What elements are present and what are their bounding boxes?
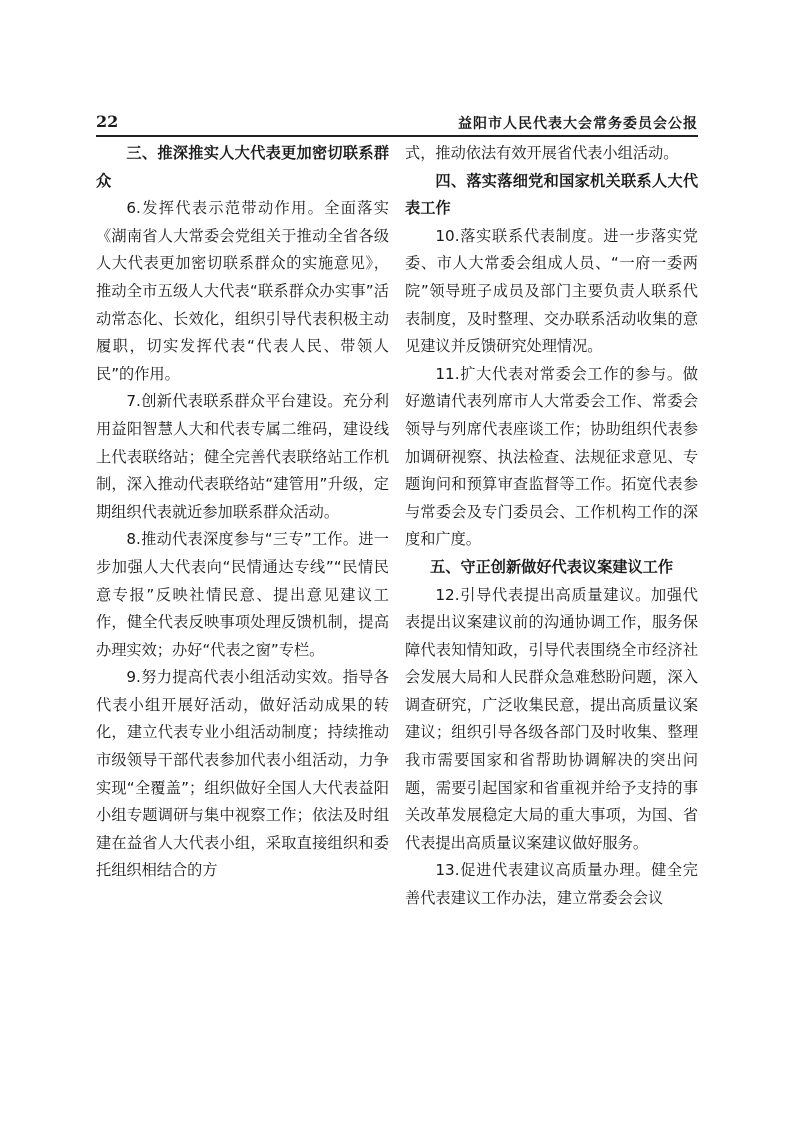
section-heading-3: 三、推深推实人大代表更加密切联系群众	[96, 144, 389, 190]
page-number: 22	[96, 112, 119, 131]
paragraph-10: 10.落实联系代表制度。进一步落实党委、市人大常委会组成人员、“一府一委两院”领导班子成员及部门主要负责人联系代表制度，及时整理、交办联系活动收集的意见建议并反馈研究处理情况。	[405, 226, 698, 356]
paragraph-9-continued: 式，推动依法有效开展省代表小组活动。	[405, 144, 679, 162]
header-rule	[96, 135, 698, 137]
paragraph-13: 13.促进代表建议高质量办理。健全完善代表建议工作办法，建立常委会会议	[405, 861, 698, 908]
paragraph-12: 12.引导代表提出高质量建议。加强代表提出议案建议前的沟通协调工作，服务保障代表知情知政，引导代表围绕全市经济社会发展大局和人民群众急难愁盼问题，深入调查研究，广泛收集民意，提出高质量议案建议；组织引导各级各部门及时收集、整理我市需要国家和省帮助协调解决的突出问题，需要引起国家和省重视并给予支持的事关改革发展稳定大局的重大事项，为国、省代表提出高质量议案建议做好服务。	[405, 585, 698, 852]
section-heading-5: 五、守正创新做好代表议案建议工作	[430, 557, 673, 576]
paragraph-7: 7.创新代表联系群众平台建设。充分利用益阳智慧人大和代表专属二维码，建设线上代表联络站；健全完善代表联络站工作机制，深入推动代表联络站“建管用”升级，定期组织代表就近参加联系群众活动。	[96, 392, 389, 521]
right-column	[405, 140, 698, 913]
paragraph-8: 8.推动代表深度参与“三专”工作。进一步加强人大代表向“民情通达专线”“民情民意专报”反映社情民意、提出意见建议工作，健全代表反映事项处理反馈机制，提高办理实效；办好“代表之窗”专栏。	[96, 530, 389, 659]
paragraph-6: 6.发挥代表示范带动作用。全面落实《湖南省人大常委会党组关于推动全省各级人大代表更加密切联系群众的实施意见》，推动全市五级人大代表“联系群众办实事”活动常态化、长效化，组织引导代表积极主动履职，切实发挥代表“代表人民、带领人民”的作用。	[96, 199, 389, 383]
page-header	[96, 110, 698, 134]
paragraph-9: 9.努力提高代表小组活动实效。指导各代表小组开展好活动，做好活动成果的转化，建立代表专业小组活动制度；持续推动市级领导干部代表参加代表小组活动，力争实现“全覆盖”；组织做好全国人大代表益阳小组专题调研与集中视察工作；依法及时组建在益省人大代表小组，采取直接组织和委托组织相结合的方	[96, 668, 389, 880]
left-column	[96, 140, 389, 885]
section-heading-4: 四、落实落细党和国家机关联系人大代表工作	[405, 171, 698, 218]
paragraph-11: 11.扩大代表对常委会工作的参与。做好邀请代表列席市人大常委会工作、常委会领导与列席代表座谈工作；协助组织代表参加调研视察、执法检查、法规征求意见、专题询问和预算审查监督等工作。拓宽代表参与常委会及专门委员会、工作机构工作的深度和广度。	[405, 364, 698, 549]
journal-title: 益阳市人民代表大会常务委员会公报	[458, 116, 698, 132]
